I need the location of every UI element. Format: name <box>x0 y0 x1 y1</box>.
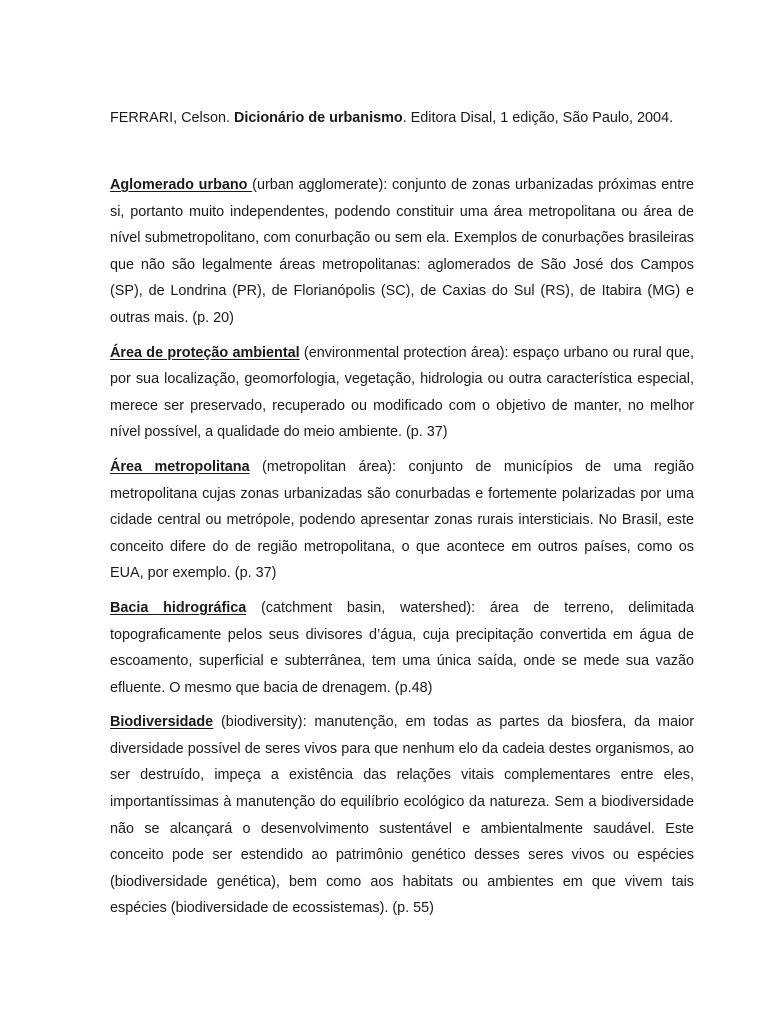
document-page <box>110 105 694 930</box>
entry-definition: (biodiversity): manutenção, em todas as partes da biosfera, da maior diversidade possível de seres vivos para que nenhum elo da cadeia destes organismos, ao ser destruído, impeça a existência das relações vitais complementares entre eles, importantíssimas à manutenção do equilíbrio ecológico da natureza. Sem a biodiversidade não se alcançará o desenvolvimento sustentável e ambientalmente saudável. Este conceito pode ser estendido ao patrimônio genético desses seres vivos ou espécies (biodiversidade genética), bem como aos habitats ou ambientes em que vivem tais espécies (biodiversidade de ecossistemas). (p. 55) <box>110 714 694 917</box>
entry-term: Área de proteção ambiental <box>110 344 300 361</box>
glossary-entry-bacia-hidrografica <box>110 595 694 701</box>
glossary-entry-area-metropolitana <box>110 454 694 587</box>
entry-term: Biodiversidade <box>110 714 214 731</box>
glossary-entry-biodiversidade <box>110 709 694 922</box>
entry-term: Bacia hidrográfica <box>110 599 247 616</box>
citation-publisher: . Editora Disal, 1 edição, São Paulo, 2004. <box>402 110 674 126</box>
entry-definition: (environmental protection área): espaço urbano ou rural que, por sua localização, geomorfologia, vegetação, hidrologia ou outra característica especial, merece ser preservado, recuperado ou modificado com o objetivo de manter, no melhor nível possível, a qualidade do meio ambiente. (p. 37) <box>110 344 694 441</box>
entry-definition: (urban agglomerate): conjunto de zonas urbanizadas próximas entre si, portanto muito independentes, podendo constituir uma área metropolitana ou área de nível submetropolitano, com conurbação ou sem ela. Exemplos de conurbações brasileiras que não são legalmente áreas metropolitanas: aglomerados de São José dos Campos (SP), de Londrina (PR), de Florianópolis (SC), de Caxias do Sul (RS), de Itabira (MG) e outras mais. (p. 20) <box>110 177 694 326</box>
entry-term: Aglomerado urbano <box>110 177 253 193</box>
glossary-entry-aglomerado-urbano <box>110 172 694 332</box>
entry-term: Área metropolitana <box>110 458 250 475</box>
entry-definition: (metropolitan área): conjunto de municípios de uma região metropolitana cujas zonas urbanizadas são conurbadas e fortemente polarizadas por uma cidade central ou metrópole, podendo apresentar zonas rurais intersticiais. No Brasil, este conceito difere do de região metropolitana, o que acontece em outros países, como os EUA, por exemplo. (p. 37) <box>110 458 694 582</box>
glossary-entry-area-de-protecao-ambiental <box>110 340 694 446</box>
citation-title: Dicionário de urbanismo <box>233 110 403 126</box>
bibliographic-citation <box>110 105 694 132</box>
citation-author: FERRARI, Celson. <box>110 110 230 126</box>
entry-definition: (catchment basin, watershed): área de terreno, delimitada topograficamente pelos seus divisores d’água, cuja precipitação convertida em água de escoamento, superficial e subterrânea, tem uma única saída, onde se mede sua vazão efluente. O mesmo que bacia de drenagem. (p.48) <box>110 599 694 696</box>
